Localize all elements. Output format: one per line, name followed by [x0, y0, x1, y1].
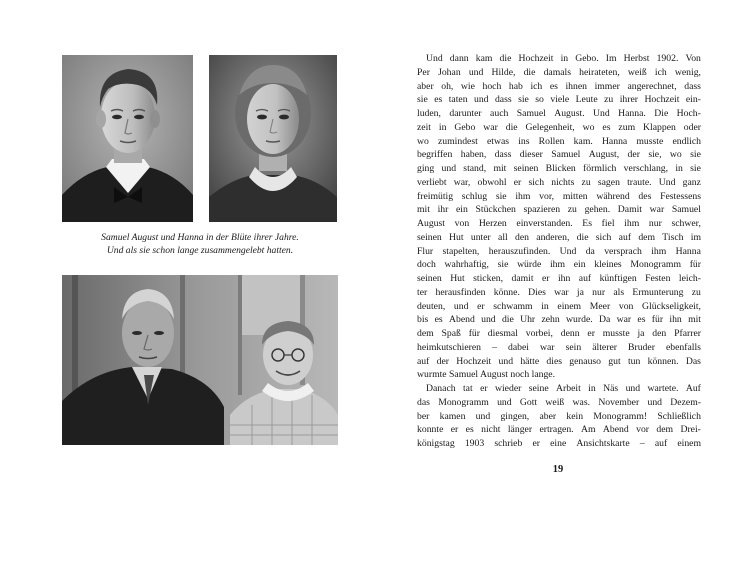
text-line: königstag 1903 schrieb er eine Ansichtskarte – auf einem — [417, 438, 701, 449]
portrait-young-woman-drawing — [209, 55, 337, 222]
text-line: Danach tat er wieder seine Arbeit in Näs und wartete. Auf — [426, 383, 701, 394]
text-line: das Monogramm und Gott weiß was. November und Dezem- — [417, 396, 701, 408]
text-line: zeit in Gebo war die Gelegenheit, wo es zum Klappen oder — [417, 121, 701, 133]
text-line: freimütig schlug sie ihm vor, mitten während des Festessens — [417, 190, 701, 202]
photo-young-hanna — [209, 55, 337, 222]
text-line: seinen Hut unter all den anderen, die sich auf dem Tisch im — [417, 231, 701, 243]
caption-line-1: Samuel August und Hanna in der Blüte ihrer Jahre. — [101, 232, 299, 243]
text-line: konnte er es nicht länger ertragen. Am Abend vor dem Drei- — [417, 424, 701, 436]
photo-caption — [62, 232, 338, 257]
body-text — [417, 52, 701, 451]
text-line: sie es taten und dass sie so viele Leute zu ihrer Hochzeit ein- — [417, 94, 701, 106]
text-line: dem Spaß für diesmal vorbei, denn er musste ja den Pfarrer — [417, 328, 701, 339]
portrait-young-man-drawing — [62, 55, 193, 222]
text-line: begriffen haben, dass dieser Samuel August, der sie, wo sie — [417, 149, 701, 161]
text-line: heimkutschieren – dabei war sein älterer Bruder ebenfalls — [417, 341, 701, 353]
text-line: ging und stand, mit seinen Blicken förmlich verschlang, in sie — [417, 163, 701, 174]
text-line: Und dann kam die Hochzeit in Gebo. Im Herbst 1902. Von — [426, 53, 701, 64]
text-line: bis es Abend und die Uhr zehn wurde. Da war es für ihn mit — [417, 314, 701, 326]
text-line: ber kamen und gingen, aber kein Monogramm! Schließlich — [417, 410, 701, 422]
text-line: auf der Hochzeit und hätte dies genauso gut tun können. Das — [417, 355, 701, 367]
portrait-elderly-couple-drawing — [62, 275, 338, 445]
text-line: seinen Hut sticken, damit er ihn auf künftigen Festen leich- — [417, 273, 701, 284]
text-line: mit ihr ein Stückchen spazieren zu gehen. Damit war Samuel — [417, 204, 701, 216]
text-line: wo zumindest etwas ins Rollen kam. Hanna musste endlich — [417, 135, 701, 147]
text-line: luden, darunter auch Samuel August. Und Hanna. Die Hoch- — [417, 108, 701, 119]
caption-line-2: Und als sie schon lange zusammengelebt hatten. — [106, 244, 294, 256]
text-line: wurmte Samuel August noch lange. — [417, 369, 556, 381]
text-line: ter herausfinden könne. Dies war ja nur als Ermunterung zu — [417, 286, 701, 298]
text-line: doch wahrhaftig, sie würde ihm ein kleines Monogramm für — [417, 259, 701, 271]
text-line: August von Herzen einverstanden. Es fiel ihm nur schwer, — [417, 218, 701, 229]
text-line: deuten, und er schwamm in einem Meer von Glückseligkeit, — [417, 300, 701, 312]
text-line: verliebt war, obwohl er sich nichts zu sagen traute. Und ganz — [417, 176, 701, 188]
photo-elderly-couple — [62, 275, 338, 445]
page-number: 19 — [552, 464, 564, 475]
photo-young-samuel-august — [62, 55, 193, 222]
text-line: Flur stapelten, herauszufinden. Und da versprach ihm Hanna — [417, 245, 701, 257]
text-line: aber oh, wie hoch hab ich es ihnen immer angerechnet, dass — [417, 80, 701, 92]
text-line: Per Johan und Hilde, die damals heirateten, weiß ich wenig, — [417, 66, 701, 78]
